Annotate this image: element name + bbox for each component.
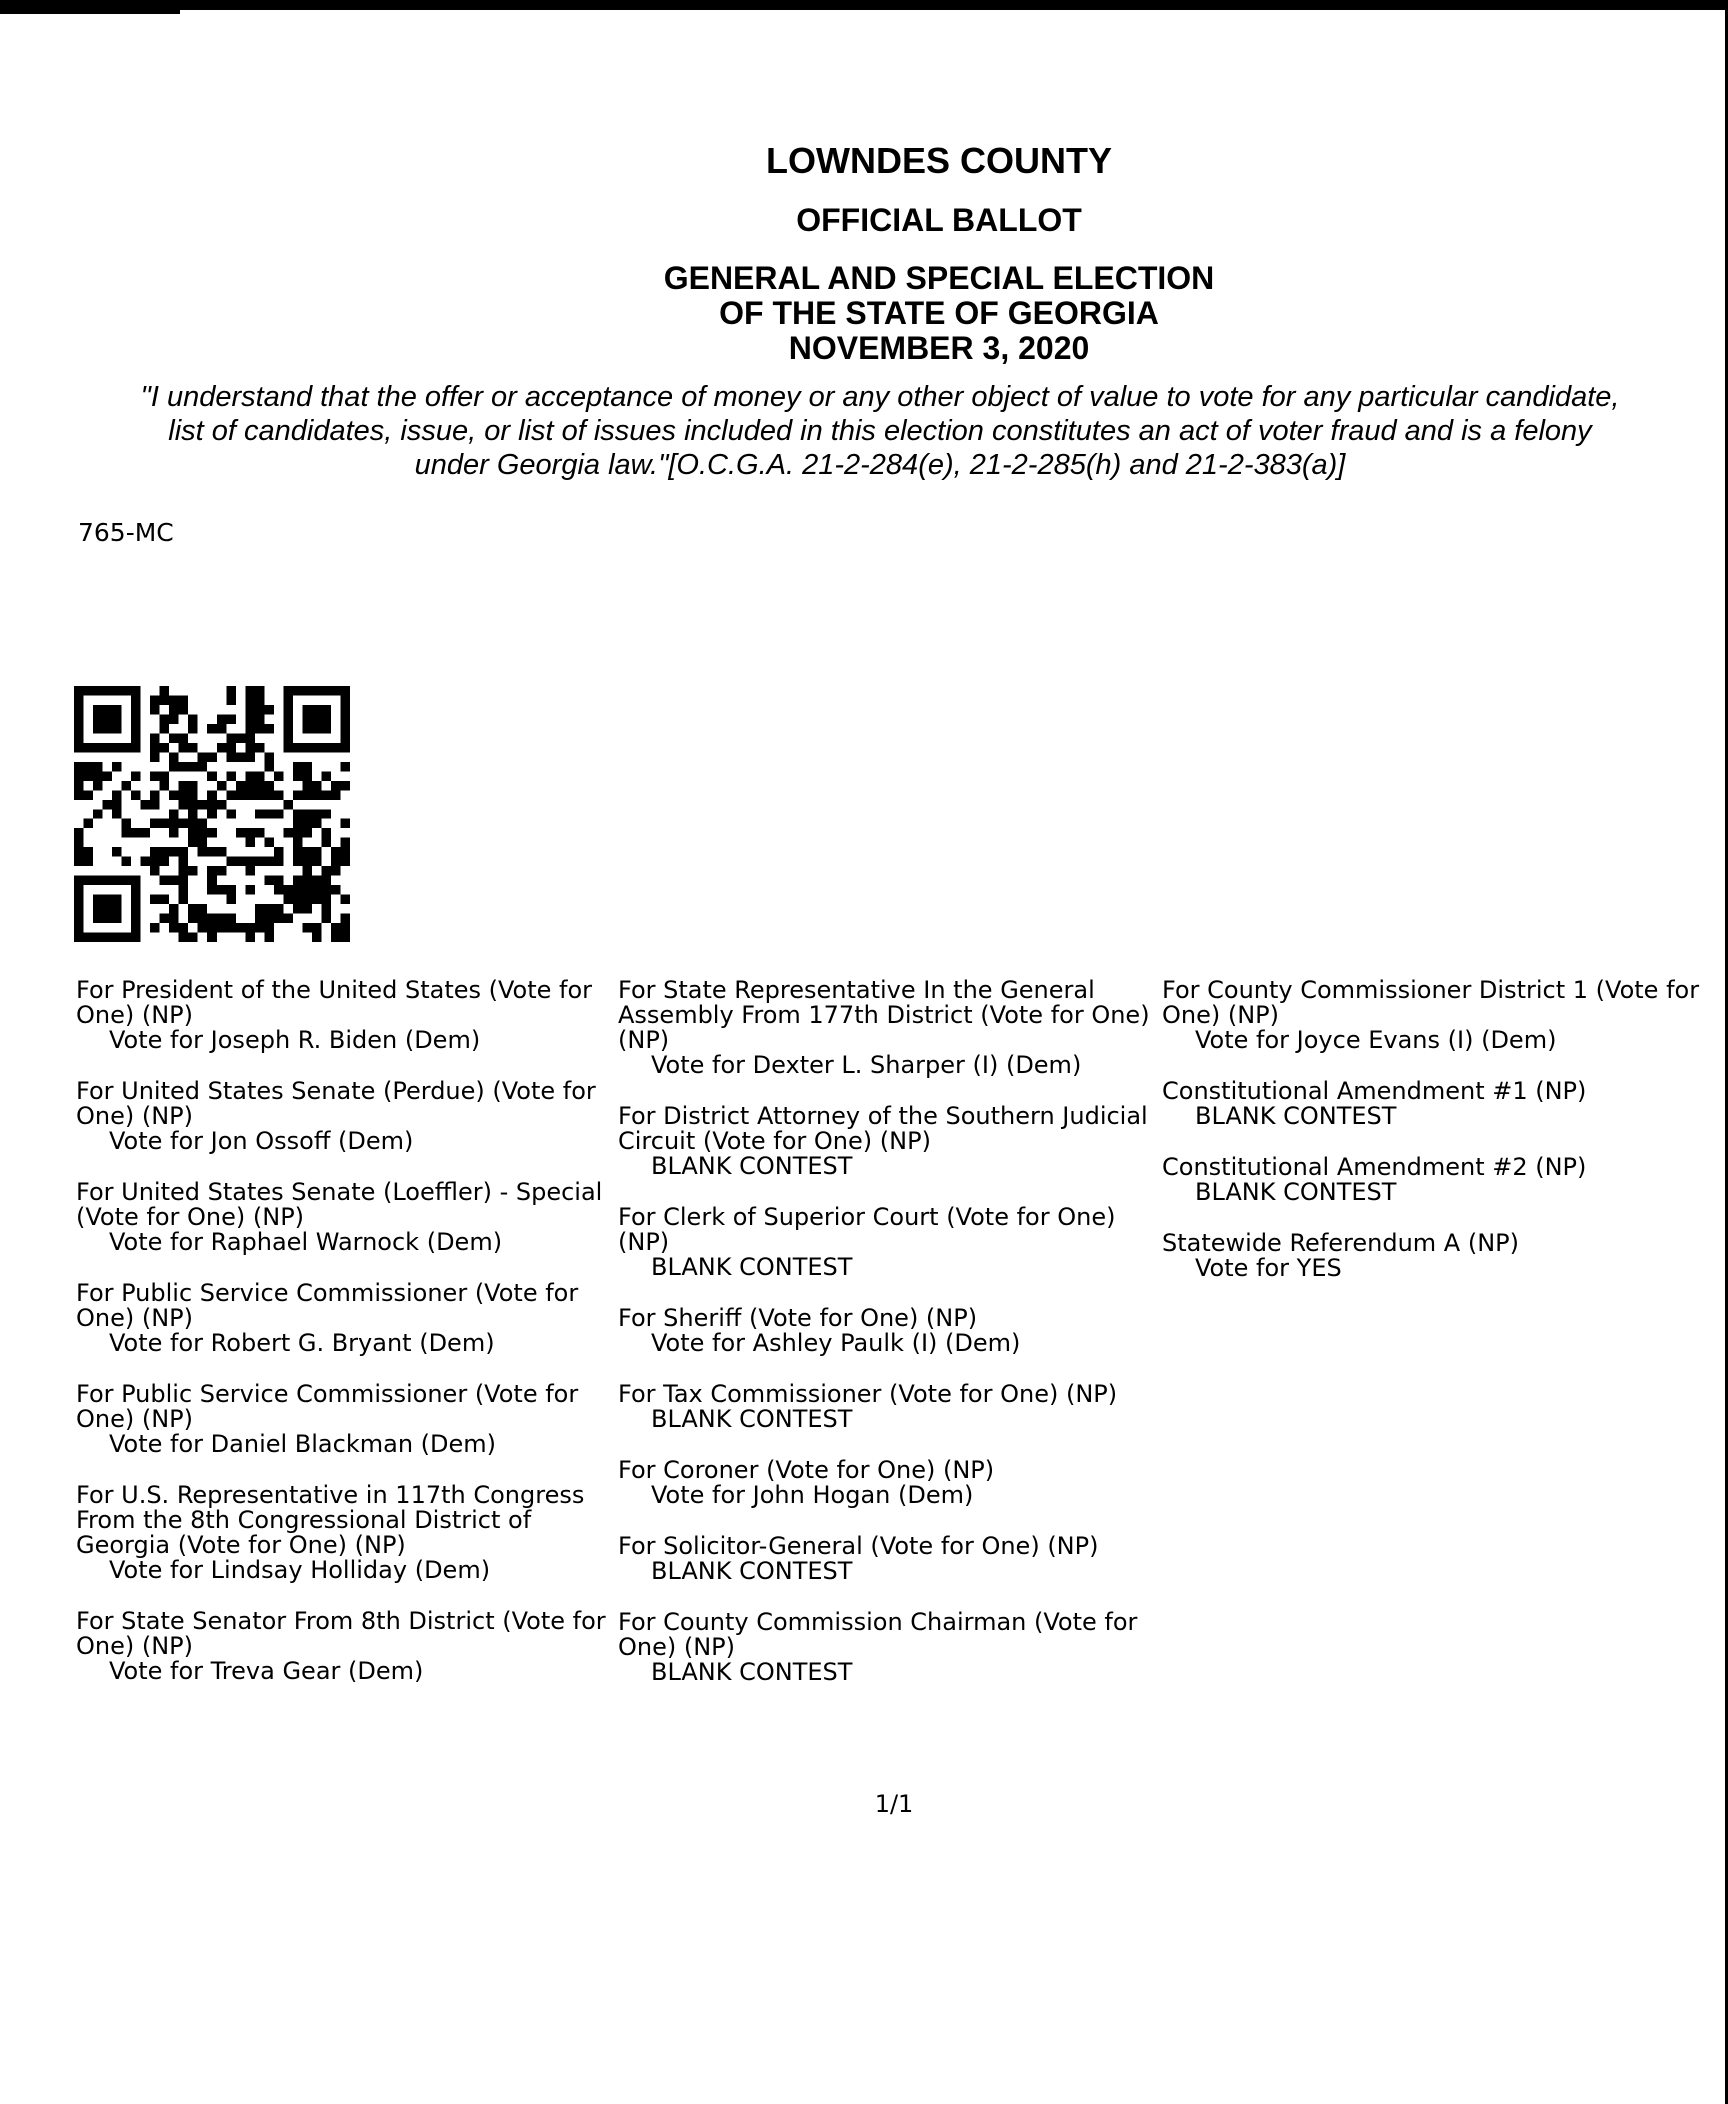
contest-entry (618, 1104, 1158, 1179)
contest-column-3 (1162, 978, 1722, 1307)
contest-title: For Solicitor-General (Vote for One) (NP) (618, 1532, 1099, 1560)
ballot-type: OFFICIAL BALLOT (796, 202, 1082, 238)
contest-title: For County Commissioner District 1 (Vote for One) (NP) (1162, 976, 1700, 1029)
oath-line: "I understand that the offer or acceptance of money or any other object of value to vote for any particular candidate, (140, 381, 1620, 413)
contest-title: Constitutional Amendment #1 (NP) (1162, 1077, 1587, 1105)
contest-selection: Vote for Dexter L. Sharper (I) (Dem) (651, 1051, 1082, 1079)
contest-entry (76, 1281, 616, 1356)
contest-entry (618, 978, 1158, 1078)
contest-title: For State Representative In the General Assembly From 177th District (Vote for One) (NP) (618, 976, 1150, 1054)
contest-entry (618, 1306, 1158, 1356)
contest-title: For County Commission Chairman (Vote for One) (NP) (618, 1608, 1138, 1661)
contest-entry (76, 1382, 616, 1457)
contest-selection: BLANK CONTEST (1195, 1102, 1397, 1130)
contest-entry (618, 1382, 1158, 1432)
contest-selection: Vote for Treva Gear (Dem) (109, 1657, 424, 1685)
contest-entry (1162, 1155, 1722, 1205)
contest-selection: Vote for Robert G. Bryant (Dem) (109, 1329, 495, 1357)
contest-column-2 (618, 978, 1158, 1711)
contest-title: For United States Senate (Loeffler) - Special (Vote for One) (NP) (76, 1178, 603, 1231)
election-name-line2: OF THE STATE OF GEORGIA (719, 295, 1159, 331)
county-title: LOWNDES COUNTY (766, 140, 1112, 181)
page-number: 1/1 (874, 1790, 914, 1818)
contest-selection: Vote for Daniel Blackman (Dem) (109, 1430, 497, 1458)
contest-entry (618, 1205, 1158, 1280)
contest-title: For Sheriff (Vote for One) (NP) (618, 1304, 978, 1332)
contest-title: Constitutional Amendment #2 (NP) (1162, 1153, 1587, 1181)
contest-title: For Public Service Commissioner (Vote for One) (NP) (76, 1380, 579, 1433)
election-name-line1: GENERAL AND SPECIAL ELECTION (663, 260, 1215, 296)
contest-selection: BLANK CONTEST (651, 1658, 853, 1686)
contest-entry (618, 1534, 1158, 1584)
contest-selection: Vote for Raphael Warnock (Dem) (109, 1228, 503, 1256)
contest-entry (76, 1180, 616, 1255)
contest-selection: Vote for Joseph R. Biden (Dem) (109, 1026, 481, 1054)
ballot-header (0, 140, 1728, 366)
contest-column-1 (76, 978, 616, 1710)
contest-selection: Vote for Joyce Evans (I) (Dem) (1195, 1026, 1557, 1054)
contest-selection: Vote for YES (1195, 1254, 1342, 1282)
contest-selection: Vote for Lindsay Holliday (Dem) (109, 1556, 491, 1584)
contest-title: For Clerk of Superior Court (Vote for One) (NP) (618, 1203, 1116, 1256)
contest-selection: Vote for Jon Ossoff (Dem) (109, 1127, 414, 1155)
contest-title: For President of the United States (Vote for One) (NP) (76, 976, 593, 1029)
contest-entry (76, 978, 616, 1053)
contest-selection: BLANK CONTEST (651, 1152, 853, 1180)
oath-line: under Georgia law."[O.C.G.A. 21-2-284(e), 21-2-285(h) and 21-2-383(a)] (414, 449, 1346, 481)
contest-entry (1162, 1079, 1722, 1129)
contest-entry (76, 1079, 616, 1154)
contest-title: For U.S. Representative in 117th Congress From the 8th Congressional District of Georgia (Vote for One) (NP) (76, 1481, 585, 1559)
contest-selection: BLANK CONTEST (651, 1557, 853, 1585)
contest-entry (76, 1483, 616, 1583)
contest-title: For District Attorney of the Southern Judicial Circuit (Vote for One) (NP) (618, 1102, 1148, 1155)
contest-entry (618, 1458, 1158, 1508)
contest-entry (76, 1609, 616, 1684)
contest-selection: BLANK CONTEST (1195, 1178, 1397, 1206)
contest-title: For Tax Commissioner (Vote for One) (NP) (618, 1380, 1118, 1408)
contest-entry (1162, 1231, 1722, 1281)
contest-selection: BLANK CONTEST (651, 1253, 853, 1281)
contest-title: For Coroner (Vote for One) (NP) (618, 1456, 995, 1484)
contest-entry (1162, 978, 1722, 1053)
contest-selection: Vote for John Hogan (Dem) (651, 1481, 974, 1509)
scan-top-border (0, 0, 1728, 10)
contest-selection: Vote for Ashley Paulk (I) (Dem) (651, 1329, 1021, 1357)
contest-title: For United States Senate (Perdue) (Vote for One) (NP) (76, 1077, 596, 1130)
contest-selection: BLANK CONTEST (651, 1405, 853, 1433)
contest-title: For State Senator From 8th District (Vote for One) (NP) (76, 1607, 606, 1660)
oath-line: list of candidates, issue, or list of issues included in this election constitutes an act of voter fraud and is a felony (168, 415, 1592, 447)
scan-top-border-notch (0, 10, 180, 14)
ballot-style-code: 765-MC (78, 518, 174, 547)
qr-code (74, 686, 350, 942)
contest-title: For Public Service Commissioner (Vote for One) (NP) (76, 1279, 579, 1332)
contest-title: Statewide Referendum A (NP) (1162, 1229, 1519, 1257)
voter-fraud-statement (80, 380, 1680, 482)
election-date: NOVEMBER 3, 2020 (788, 330, 1090, 366)
contest-entry (618, 1610, 1158, 1685)
